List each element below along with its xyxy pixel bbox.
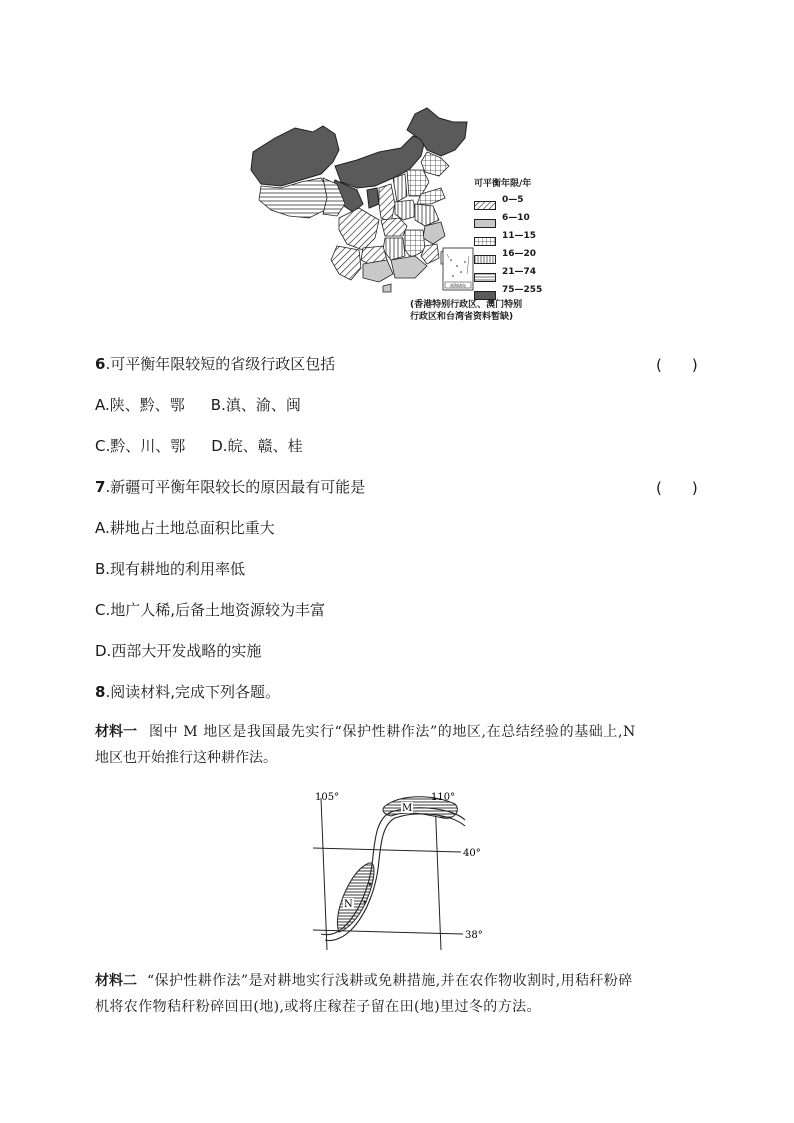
region-jiangsu-anhui — [415, 204, 439, 226]
legend-item — [474, 264, 564, 279]
legend-label: 6—10 — [502, 212, 530, 223]
region-yunnan — [331, 246, 361, 280]
material-1-label: 材料一 — [95, 724, 137, 740]
option-7a[interactable]: A.耕地占土地总面积比重大 — [95, 519, 275, 537]
material-2-line1: “保护性耕作法”是对耕地实行浅耕或免耕措施,并在农作物收割时,用秸秆粉碎 — [147, 973, 633, 989]
region-guangdong — [391, 256, 427, 278]
legend-item — [474, 228, 564, 243]
legend-swatch-diagonal-hatch — [474, 195, 498, 204]
legend-label: 11—15 — [502, 230, 537, 241]
region-ningxia — [367, 188, 379, 208]
option-7c[interactable]: C.地广人稀,后备土地资源较为丰富 — [95, 601, 326, 619]
label-m: M — [402, 803, 413, 814]
legend-label: 0—5 — [502, 194, 524, 205]
question-6-text: .可平衡年限较短的省级行政区包括 — [105, 355, 336, 373]
region-henan — [395, 200, 417, 220]
option-7b[interactable]: B.现有耕地的利用率低 — [95, 560, 246, 578]
region-hebei — [407, 170, 429, 196]
question-8-number: 8 — [95, 683, 106, 701]
region-zhejiang — [423, 222, 445, 244]
legend-label: 21—74 — [502, 266, 537, 277]
material-2-line2: 机将农作物秸秆粉碎回田(地),或将庄稼茬子留在田(地)里过冬的方法。 — [95, 999, 541, 1015]
question-7-number: 7 — [95, 478, 106, 496]
region-guangxi — [363, 260, 393, 282]
legend-item — [474, 282, 564, 297]
legend-swatch-grid — [474, 231, 498, 240]
question-7 — [95, 477, 365, 497]
lat-40-label: 40° — [463, 848, 481, 859]
map-legend — [474, 176, 564, 300]
legend-item — [474, 192, 564, 207]
region-liaoning — [421, 152, 449, 176]
river-figure — [305, 786, 505, 950]
question-6-number: 6 — [95, 355, 106, 373]
lon-105-label: 105° — [315, 792, 340, 803]
region-shanxi — [393, 174, 407, 202]
question-7-answer-paren: ( ) — [656, 479, 698, 497]
material-2-label: 材料二 — [95, 973, 137, 989]
legend-swatch-light-gray — [474, 213, 498, 222]
question-7-text: .新疆可平衡年限较长的原因最有可能是 — [105, 478, 366, 496]
lat-38-label: 38° — [465, 930, 483, 941]
question-6-options-row2 — [95, 436, 303, 456]
material-2 — [95, 968, 715, 1020]
option-7d[interactable]: D.西部大开发战略的实施 — [95, 642, 262, 660]
question-8-text: .阅读材料,完成下列各题。 — [105, 683, 280, 701]
material-1-line1: 图中 M 地区是我国最先实行“保护性耕作法”的地区,在总结经验的基础上,N — [149, 724, 636, 740]
region-n — [337, 863, 374, 932]
legend-swatch-dark-gray — [474, 285, 498, 294]
option-6b[interactable]: B.滇、渝、闽 — [210, 396, 301, 414]
legend-item — [474, 210, 564, 225]
legend-swatch-horizontal-lines — [474, 267, 498, 276]
question-6-options-row1 — [95, 395, 301, 415]
inset-label: 南海诸岛 — [450, 283, 466, 288]
legend-label: 75—255 — [502, 284, 543, 295]
region-hainan — [383, 284, 391, 292]
region-sichuan — [339, 208, 379, 250]
region-xinjiang — [251, 126, 339, 186]
option-6a[interactable]: A.陕、黔、鄂 — [95, 396, 185, 414]
legend-swatch-vertical-lines — [474, 249, 498, 258]
map-note-line1: (香港特别行政区、澳门特别 — [410, 300, 523, 310]
region-hubei — [381, 218, 407, 236]
lon-110-label: 110° — [431, 792, 456, 803]
region-shaanxi — [379, 184, 395, 222]
option-6c[interactable]: C.黔、川、鄂 — [95, 437, 186, 455]
material-1 — [95, 719, 715, 771]
legend-title: 可平衡年限/年 — [474, 179, 532, 189]
question-8 — [95, 682, 280, 702]
legend-label: 16—20 — [502, 248, 537, 259]
label-n: N — [344, 899, 353, 910]
question-6-answer-paren: ( ) — [656, 356, 698, 374]
map-note — [410, 299, 522, 323]
question-6 — [95, 354, 335, 374]
option-6d[interactable]: D.皖、赣、桂 — [211, 437, 303, 455]
material-1-line2: 地区也开始推行这种耕作法。 — [95, 750, 277, 766]
map-note-line2: 行政区和台湾省资料暂缺) — [410, 312, 514, 322]
legend-item — [474, 246, 564, 261]
